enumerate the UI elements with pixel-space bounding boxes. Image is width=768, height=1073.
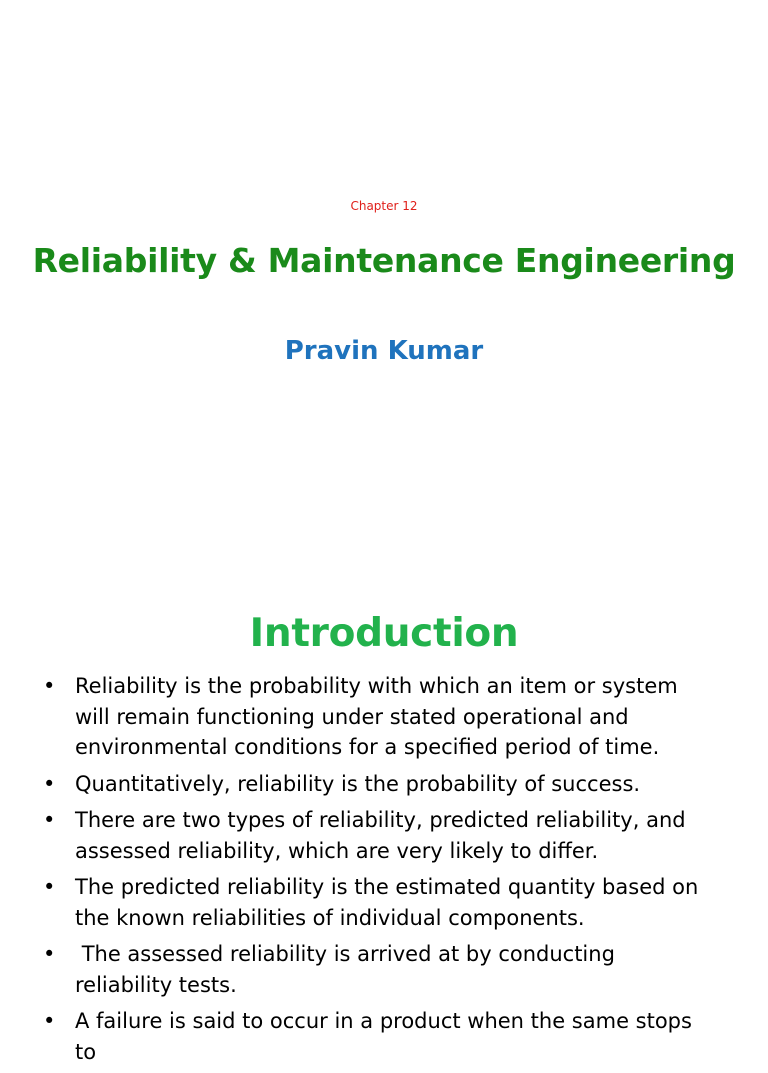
bullet-item [0,1006,768,1067]
bullet-item [0,939,768,1000]
bullet-icon: • [43,808,56,832]
bullet-item [0,671,768,763]
bullet-icon: • [43,942,56,966]
bullet-icon: • [43,1009,56,1033]
bullet-text: The assessed reliability is arrived at by conducting reliability tests. [75,942,622,997]
bullet-item [0,872,768,933]
bullet-text: A failure is said to occur in a product when the same stops to [75,1009,692,1064]
slide-title: Introduction [249,611,519,656]
bullet-text: There are two types of reliability, predicted reliability, and assessed reliability, which are very likely to differ. [75,808,686,863]
author-name: Pravin Kumar [284,336,484,366]
chapter-label: Chapter 12 [350,199,418,213]
introduction-slide [0,576,768,1064]
bullet-text: Quantitatively, reliability is the probability of success. [75,771,641,796]
bullet-text: Reliability is the probability with which an item or system will remain functioning under stated operational and environmental conditions for a specified period of time. [75,674,678,759]
bullet-list [0,671,768,1073]
bullet-icon: • [43,674,56,698]
bullet-icon: • [43,875,56,899]
bullet-item [0,769,768,800]
presentation-title: Reliability & Maintenance Engineering [32,241,736,280]
bullet-icon: • [43,771,56,796]
bullet-text: The predicted reliability is the estimated quantity based on the known reliabilities of individual components. [75,875,699,930]
bullet-item [0,805,768,866]
